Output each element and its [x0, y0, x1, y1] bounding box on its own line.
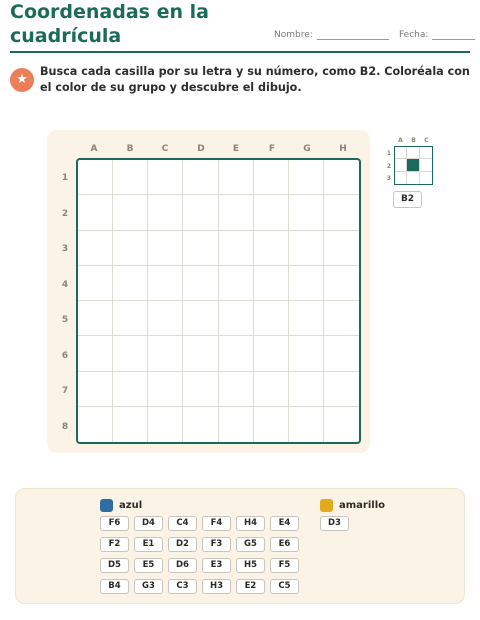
grid-cell[interactable]: [78, 372, 113, 407]
grid-cell[interactable]: [148, 336, 183, 371]
cell-code-chip: H5: [236, 558, 265, 573]
grid-cell[interactable]: [324, 160, 359, 195]
cell-code-chip: G3: [134, 579, 163, 594]
cell-code-chip: E1: [134, 537, 163, 552]
grid-cell[interactable]: [289, 301, 324, 336]
example-cell: [420, 147, 432, 159]
grid-cell[interactable]: [183, 195, 218, 230]
cell-code-chip: F2: [100, 537, 129, 552]
grid-cell[interactable]: [324, 231, 359, 266]
grid-cell[interactable]: [148, 372, 183, 407]
grid-cell[interactable]: [324, 372, 359, 407]
cell-code-chip: E6: [270, 537, 299, 552]
example-grid: [394, 146, 433, 185]
grid-cell[interactable]: [183, 231, 218, 266]
grid-cell[interactable]: [289, 336, 324, 371]
grid-cell[interactable]: [289, 266, 324, 301]
grid-cell[interactable]: [219, 301, 254, 336]
cell-code-chip: B4: [100, 579, 129, 594]
grid-cell[interactable]: [289, 372, 324, 407]
cell-code-chip: C4: [168, 516, 197, 531]
legend-blue-label: azul: [119, 500, 143, 511]
example-column-label: A: [398, 137, 403, 144]
grid-cell[interactable]: [148, 231, 183, 266]
grid-cell[interactable]: [113, 407, 148, 442]
grid-cell[interactable]: [113, 195, 148, 230]
example-cell: [420, 172, 432, 184]
grid-cell[interactable]: [254, 336, 289, 371]
date-label: Fecha:: [399, 30, 429, 40]
grid-cell[interactable]: [183, 336, 218, 371]
grid-cell[interactable]: [148, 407, 183, 442]
example-cell: [395, 147, 407, 159]
cell-code-chip: H3: [202, 579, 231, 594]
cell-code-chip: F5: [270, 558, 299, 573]
grid-cell[interactable]: [219, 407, 254, 442]
example-cell: [395, 159, 407, 171]
grid-cell[interactable]: [254, 407, 289, 442]
grid-cell[interactable]: [219, 336, 254, 371]
grid-cell[interactable]: [78, 266, 113, 301]
cell-code-chip: D4: [134, 516, 163, 531]
grid-cell[interactable]: [254, 195, 289, 230]
grid-cell[interactable]: [254, 266, 289, 301]
example-cell: [407, 172, 419, 184]
row-label: 8: [61, 422, 69, 432]
cell-code-chip: C3: [168, 579, 197, 594]
grid-cell[interactable]: [289, 231, 324, 266]
grid-cell[interactable]: [254, 160, 289, 195]
column-label: H: [339, 144, 347, 154]
row-label: 6: [61, 351, 69, 361]
page-title: Coordenadas en la cuadrícula: [10, 1, 209, 47]
example-column-label: C: [424, 137, 429, 144]
name-field[interactable]: [274, 30, 389, 40]
column-label: F: [268, 144, 276, 154]
grid-cell[interactable]: [78, 195, 113, 230]
grid-cell[interactable]: [148, 160, 183, 195]
grid-cell[interactable]: [78, 231, 113, 266]
grid-cell[interactable]: [78, 160, 113, 195]
grid-cell[interactable]: [148, 301, 183, 336]
grid-cell[interactable]: [219, 266, 254, 301]
row-label: 1: [61, 173, 69, 183]
grid-cell[interactable]: [78, 336, 113, 371]
row-label: 5: [61, 315, 69, 325]
cell-code-chip: D5: [100, 558, 129, 573]
row-label: 2: [61, 209, 69, 219]
date-line[interactable]: [432, 30, 475, 40]
instruction-text: Busca cada casilla por su letra y su número, como B2. Coloréala con el color de su grupo y descubre el dibujo.: [40, 65, 470, 94]
grid-cell[interactable]: [324, 195, 359, 230]
cell-code-chip: F3: [202, 537, 231, 552]
grid-cell[interactable]: [183, 266, 218, 301]
cell-code-chip: C5: [270, 579, 299, 594]
grid-cell[interactable]: [254, 372, 289, 407]
grid-cell[interactable]: [183, 301, 218, 336]
grid-cell[interactable]: [183, 160, 218, 195]
grid-cell[interactable]: [254, 231, 289, 266]
cell-code-chip: D2: [168, 537, 197, 552]
cell-code-chip: E3: [202, 558, 231, 573]
yellow-swatch: [320, 499, 333, 512]
row-label: 4: [61, 280, 69, 290]
coloring-grid: [76, 158, 361, 444]
title-divider: [10, 51, 470, 53]
cell-code-chip: F6: [100, 516, 129, 531]
example-label: B2: [393, 191, 422, 208]
grid-cell[interactable]: [289, 160, 324, 195]
grid-cell[interactable]: [324, 301, 359, 336]
cell-code-chip: E5: [134, 558, 163, 573]
grid-cell[interactable]: [113, 231, 148, 266]
cell-code-chip: F4: [202, 516, 231, 531]
grid-cell[interactable]: [113, 160, 148, 195]
grid-cell[interactable]: [148, 195, 183, 230]
example-cell: [407, 147, 419, 159]
grid-cell[interactable]: [78, 301, 113, 336]
grid-cell[interactable]: [219, 160, 254, 195]
cell-code-chip: E4: [270, 516, 299, 531]
column-label: A: [90, 144, 98, 154]
cell-code-chip: E2: [236, 579, 265, 594]
row-label: 3: [61, 244, 69, 254]
name-label: Nombre:: [274, 30, 313, 40]
grid-cell[interactable]: [324, 336, 359, 371]
example-row-label: 1: [386, 150, 392, 157]
legend-yellow: [320, 499, 385, 512]
grid-cell[interactable]: [113, 372, 148, 407]
row-label: 7: [61, 386, 69, 396]
example-filled-cell: [407, 159, 419, 171]
legend-blue: [100, 499, 142, 512]
cell-code-chip: H4: [236, 516, 265, 531]
example-row-label: 3: [386, 175, 392, 182]
grid-cell[interactable]: [148, 266, 183, 301]
blue-swatch: [100, 499, 113, 512]
grid-cell[interactable]: [113, 336, 148, 371]
grid-cell[interactable]: [183, 372, 218, 407]
column-label: E: [232, 144, 240, 154]
legend-yellow-label: amarillo: [339, 500, 386, 511]
column-label: B: [126, 144, 134, 154]
grid-cell[interactable]: [113, 266, 148, 301]
column-label: C: [161, 144, 169, 154]
cell-code-chip: G5: [236, 537, 265, 552]
grid-cell[interactable]: [324, 266, 359, 301]
grid-cell[interactable]: [219, 372, 254, 407]
grid-cell[interactable]: [254, 301, 289, 336]
grid-cell[interactable]: [324, 407, 359, 442]
date-field[interactable]: [399, 30, 475, 40]
example-row-label: 2: [386, 163, 392, 170]
grid-cell[interactable]: [289, 195, 324, 230]
grid-cell[interactable]: [78, 407, 113, 442]
column-label: D: [197, 144, 205, 154]
grid-cell[interactable]: [289, 407, 324, 442]
grid-cell[interactable]: [219, 195, 254, 230]
name-line[interactable]: [317, 30, 389, 40]
grid-cell[interactable]: [113, 301, 148, 336]
example-cell: [395, 172, 407, 184]
cell-code-chip: D6: [168, 558, 197, 573]
example-column-label: B: [411, 137, 416, 144]
example-cell: [420, 159, 432, 171]
grid-cell[interactable]: [183, 407, 218, 442]
cell-code-chip: D3: [320, 516, 349, 531]
star-icon: ★: [10, 68, 34, 92]
grid-cell[interactable]: [219, 231, 254, 266]
column-label: G: [303, 144, 311, 154]
